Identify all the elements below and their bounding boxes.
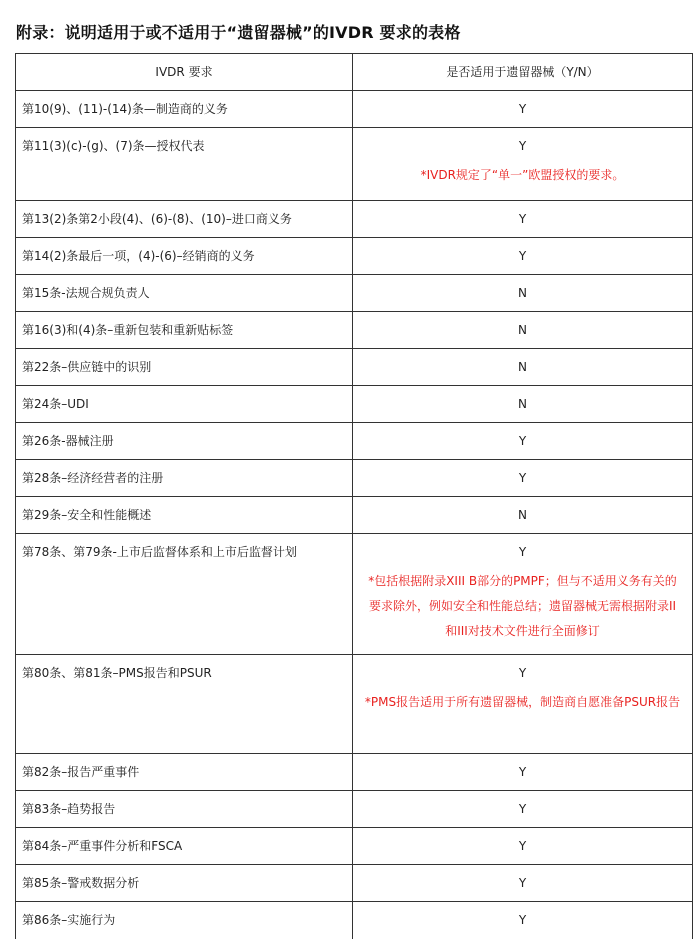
requirement-cell: 第24条–UDI (16, 386, 353, 423)
applicability-value: Y (518, 666, 527, 680)
page-title: 附录：说明适用于或不适用于“遗留器械”的IVDR 要求的表格 (16, 23, 461, 42)
requirement-cell: 第13(2)条第2小段(4)、(6)-(8)、(10)–进口商义务 (16, 201, 353, 238)
applicability-cell (353, 275, 693, 312)
applicability-value: Y (518, 102, 527, 116)
table-row (16, 902, 693, 939)
applicability-cell (353, 865, 693, 902)
table-row (16, 312, 693, 349)
applicability-value: Y (518, 802, 527, 816)
requirement-cell: 第29条–安全和性能概述 (16, 497, 353, 534)
applicability-cell (353, 386, 693, 423)
applicability-cell (353, 828, 693, 865)
applicability-value: Y (518, 212, 527, 226)
applicability-value: N (518, 323, 527, 337)
requirement-cell: 第16(3)和(4)条–重新包装和重新贴标签 (16, 312, 353, 349)
applicability-note: *包括根据附录XIII B部分的PMPF；但与不适用义务有关的要求除外，例如安全和性能总结；遗留器械无需根据附录II和III对技术文件进行全面修订 (368, 574, 677, 638)
table-row (16, 754, 693, 791)
requirement-cell: 第22条–供应链中的识别 (16, 349, 353, 386)
applicability-value: N (518, 397, 527, 411)
applicability-cell (353, 201, 693, 238)
table-row (16, 201, 693, 238)
applicability-cell (353, 534, 693, 655)
table-row (16, 828, 693, 865)
applicability-cell (353, 754, 693, 791)
requirement-cell: 第10(9)、(11)-(14)条—制造商的义务 (16, 91, 353, 128)
table-row (16, 349, 693, 386)
table-row (16, 275, 693, 312)
requirement-cell: 第11(3)(c)-(g)、(7)条—授权代表 (16, 128, 353, 201)
applicability-cell (353, 238, 693, 275)
applicability-cell (353, 460, 693, 497)
header-requirement: IVDR 要求 (16, 54, 353, 91)
applicability-value: Y (518, 434, 527, 448)
table-row (16, 238, 693, 275)
requirement-cell: 第26条-器械注册 (16, 423, 353, 460)
applicability-note: *PMS报告适用于所有遗留器械，制造商自愿准备PSUR报告 (364, 695, 681, 709)
table-row (16, 865, 693, 902)
applicability-cell (353, 791, 693, 828)
table-row (16, 423, 693, 460)
table-row (16, 497, 693, 534)
requirement-cell: 第86条–实施行为 (16, 902, 353, 939)
table-body (16, 91, 693, 939)
applicability-cell (353, 655, 693, 754)
ivdr-requirements-table (15, 53, 693, 939)
table-row (16, 460, 693, 497)
requirement-cell: 第15条-法规合规负责人 (16, 275, 353, 312)
table-row (16, 534, 693, 655)
table-header-row (16, 54, 693, 91)
table-row (16, 791, 693, 828)
applicability-value: N (518, 360, 527, 374)
applicability-value: Y (518, 876, 527, 890)
applicability-value: Y (518, 249, 527, 263)
applicability-cell (353, 423, 693, 460)
requirement-cell: 第28条–经济经营者的注册 (16, 460, 353, 497)
applicability-cell (353, 312, 693, 349)
applicability-value: Y (518, 913, 527, 927)
applicability-value: Y (518, 545, 527, 559)
table-row (16, 128, 693, 201)
applicability-cell (353, 497, 693, 534)
table-row (16, 655, 693, 754)
requirement-cell: 第84条–严重事件分析和FSCA (16, 828, 353, 865)
applicability-value: Y (518, 839, 527, 853)
applicability-value: Y (518, 765, 527, 779)
applicability-value: N (518, 286, 527, 300)
table-row (16, 386, 693, 423)
applicability-value: Y (518, 471, 527, 485)
requirement-cell: 第14(2)条最后一项，(4)-(6)–经销商的义务 (16, 238, 353, 275)
requirement-cell: 第78条、第79条-上市后监督体系和上市后监督计划 (16, 534, 353, 655)
requirement-cell: 第85条–警戒数据分析 (16, 865, 353, 902)
table-row (16, 91, 693, 128)
applicability-value: N (518, 508, 527, 522)
applicability-cell (353, 902, 693, 939)
applicability-cell (353, 349, 693, 386)
header-applicability: 是否适用于遗留器械（Y/N） (353, 54, 693, 91)
applicability-note: *IVDR规定了“单一”欧盟授权的要求。 (420, 168, 625, 182)
requirement-cell: 第83条–趋势报告 (16, 791, 353, 828)
applicability-cell (353, 91, 693, 128)
applicability-value: Y (518, 139, 527, 153)
requirement-cell: 第82条–报告严重事件 (16, 754, 353, 791)
requirement-cell: 第80条、第81条–PMS报告和PSUR (16, 655, 353, 754)
applicability-cell (353, 128, 693, 201)
